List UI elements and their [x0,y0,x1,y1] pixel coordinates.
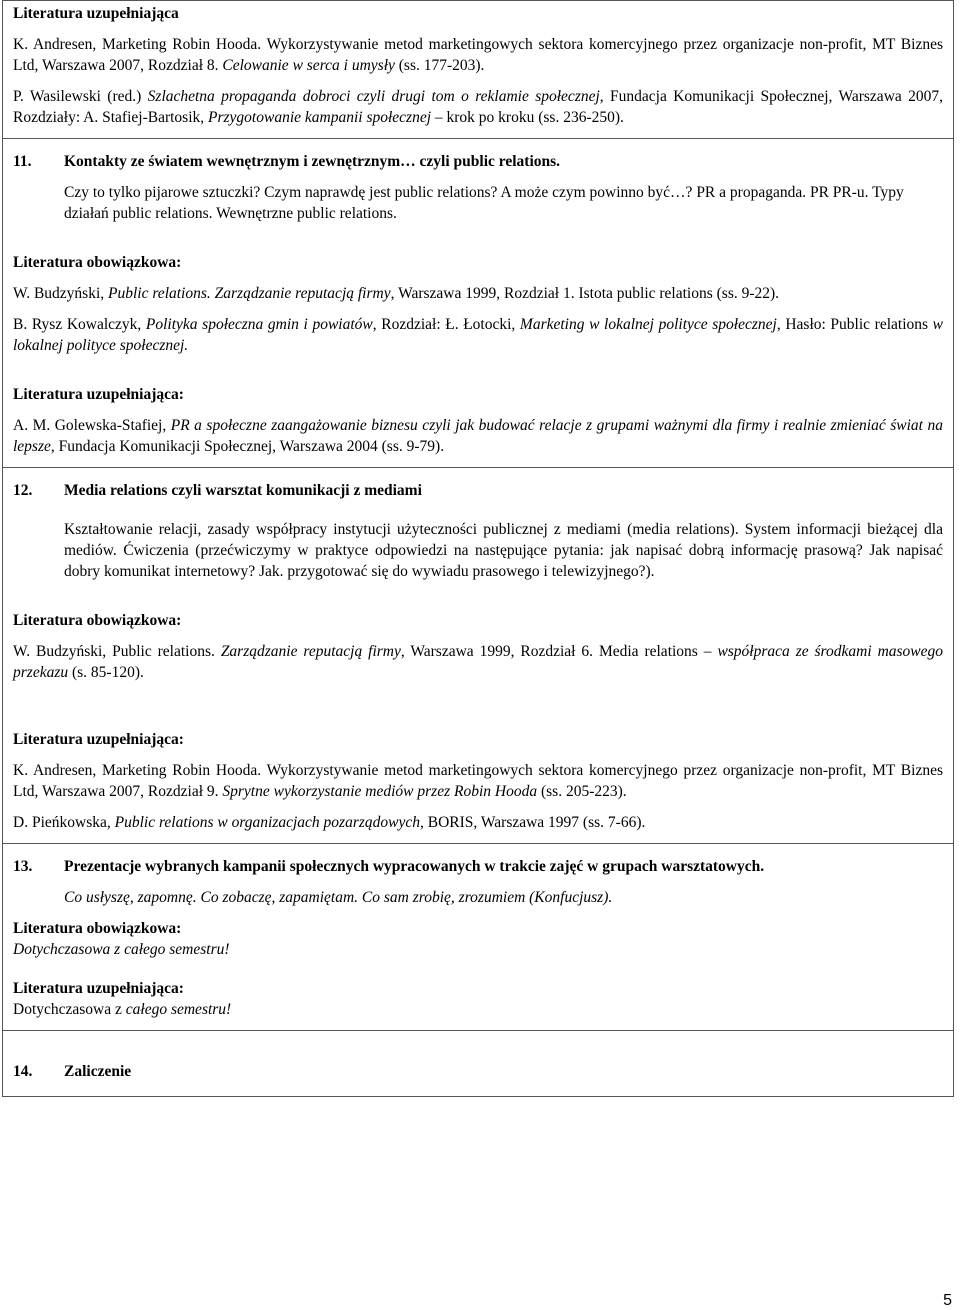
cell-section-13 [3,844,954,1031]
section-11-description: Czy to tylko pijarowe sztuczki? Czym naprawdę jest public relations? A może czym powinno być…? PR a propaganda. PR PR-u. Typy działań public relations. Wewnętrzne public relations. [64,184,904,222]
reference-pienkowska: D. Pieńkowska, Public relations w organizacjach pozarządowych, BORIS, Warszawa 1997 (ss. 7-66). [13,814,646,831]
cell-section-11 [3,139,954,468]
section-14-title: 14. Zaliczenie [13,1063,132,1080]
cell-literature-continued [3,1,954,139]
section-12-title: 12. Media relations czyli warsztat komunikacji z mediami [13,482,422,499]
heading-supplementary-12: Literatura uzupełniająca: [13,731,184,748]
section-13-quote: Co usłyszę, zapomnę. Co zobaczę, zapamiętam. Co sam zrobię, zrozumiem (Konfucjusz). [64,889,613,906]
reference-golewska: A. M. Golewska-Stafiej, PR a społeczne zaangażowanie biznesu czyli jak budować relacje z grupami ważnymi dla firmy i realnie zmieniać świat na lepsze, Fundacja Komunikacji Społecznej, Warszawa 2004 (ss. 9-79). [13,417,943,455]
section-12-description: Kształtowanie relacji, zasady współpracy instytucji użyteczności publicznej z mediami (media relations). System informacji bieżącej dla mediów. Ćwiczenia (przećwiczymy w praktyce odpowiedzi na następujące pytania: jak napisać dobrą informację prasową? Jak napisać dobry komunikat internetowy? Jak. przygotować się do wywiadu prasowego i telewizyjnego?). [64,521,943,580]
reference-wasilewski: P. Wasilewski (red.) Szlachetna propaganda dobroci czyli drugi tom o reklamie społecznej, Fundacja Komunikacji Społecznej, Warszawa 2007, Rozdziały: A. Stafiej-Bartosik, Przygotowanie kampanii społecznej – krok po kroku (ss. 236-250). [13,88,944,126]
section-11-title: 11. Kontakty ze światem wewnętrznym i zewnętrznym… czyli public relations. [13,153,561,170]
section-13-title: 13. Prezentacje wybranych kampanii społecznych wypracowanych w trakcie zajęć w grupach warsztatowych. [13,858,765,875]
page-number: 5 [943,1292,952,1309]
obligatory-13-text: Dotychczasowa z całego semestru! [13,941,230,958]
cell-section-12 [3,468,954,844]
cell-section-14 [3,1031,954,1097]
reference-kowalczyk: B. Rysz Kowalczyk, Polityka społeczna gmin i powiatów, Rozdział: Ł. Łotocki, Marketing w lokalnej polityce społecznej, Hasło: Public relations w lokalnej polityce społecznej. [13,316,943,354]
heading-supplementary-13: Literatura uzupełniająca: [13,980,184,997]
reference-andresen-2: K. Andresen, Marketing Robin Hooda. Wykorzystywanie metod marketingowych sektora komercyjnego przez organizacje non-profit, MT Biznes Ltd, Warszawa 2007, Rozdział 9. Sprytne wykorzystanie mediów przez Robin Hooda (ss. 205-223). [13,762,943,800]
reference-budzynski-12: W. Budzyński, Public relations. Zarządzanie reputacją firmy, Warszawa 1999, Rozdział 6. Media relations – współpraca ze środkami masowego przekazu (s. 85-120). [13,643,944,681]
heading-obligatory-13: Literatura obowiązkowa: [13,920,182,937]
heading-obligatory-12: Literatura obowiązkowa: [13,612,182,629]
reference-andresen-1: K. Andresen, Marketing Robin Hooda. Wykorzystywanie metod marketingowych sektora komercyjnego przez organizacje non-profit, MT Biznes Ltd, Warszawa 2007, Rozdział 8. Celowanie w serca i umysły (ss. 177-203). [13,36,943,74]
heading-supplementary: Literatura uzupełniająca [13,5,179,22]
heading-obligatory-11: Literatura obowiązkowa: [13,254,182,271]
heading-supplementary-11: Literatura uzupełniająca: [13,386,184,403]
syllabus-table [2,0,954,1097]
reference-budzynski-11: W. Budzyński, Public relations. Zarządzanie reputacją firmy, Warszawa 1999, Rozdział 1. Istota public relations (ss. 9-22). [13,285,780,302]
supplementary-13-text: Dotychczasowa z całego semestru! [13,1001,232,1018]
